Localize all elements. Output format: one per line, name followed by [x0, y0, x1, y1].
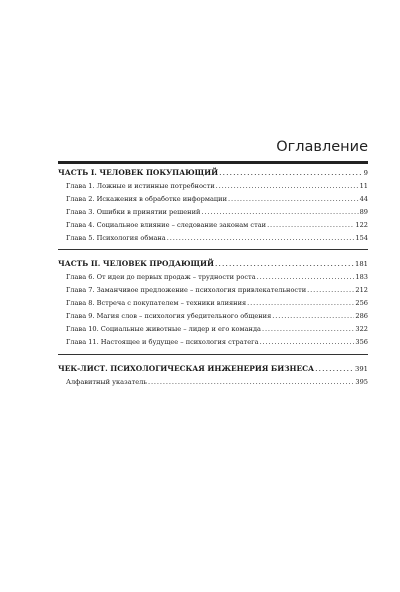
toc-page-number: 181 — [355, 260, 368, 268]
toc-chapter-label: Глава 10. Социальные животные – лидер и его команда — [66, 325, 261, 333]
toc-page-number: 183 — [355, 273, 368, 281]
toc-chapter-label: Алфавитный указатель — [66, 378, 147, 386]
toc-chapter-9[interactable] — [58, 312, 368, 320]
toc-leader — [219, 168, 363, 177]
toc-chapter-8[interactable] — [58, 299, 368, 307]
toc-leader — [247, 299, 354, 307]
section-divider — [58, 354, 368, 355]
toc-page-number: 391 — [355, 365, 368, 373]
toc-leader — [262, 325, 354, 333]
toc-chapter-label: Глава 7. Заманчивое предложение – психология привлекательности — [66, 286, 307, 294]
toc-part-label: ЧАСТЬ I. ЧЕЛОВЕК ПОКУПАЮЩИЙ — [58, 168, 219, 177]
toc-leader — [307, 286, 354, 294]
toc-leader — [216, 182, 359, 190]
toc-page-number: 256 — [355, 299, 368, 307]
toc-chapter-label: Глава 3. Ошибки в принятии решений — [66, 208, 201, 216]
toc-chapter-2[interactable] — [58, 195, 368, 203]
toc-chapter-label: Глава 1. Ложные и истинные потребности — [66, 182, 215, 190]
toc-page-number: 11 — [359, 182, 368, 190]
toc-chapter-1[interactable] — [58, 182, 368, 190]
page-title: Оглавление — [276, 139, 368, 155]
toc-page-number: 122 — [355, 221, 368, 229]
section-divider — [58, 249, 368, 250]
toc-chapter-label: Глава 6. От идеи до первых продаж – трудности роста — [66, 273, 256, 281]
toc-page-number: 9 — [363, 169, 368, 177]
toc-chapter-5[interactable] — [58, 234, 368, 242]
toc-leader — [315, 364, 354, 373]
toc-page-number: 286 — [355, 312, 368, 320]
toc-leader — [267, 221, 354, 229]
toc-leader — [201, 208, 358, 216]
toc-part-label: ЧЕК-ЛИСТ. ПСИХОЛОГИЧЕСКАЯ ИНЖЕНЕРИЯ БИЗНЕСА — [58, 364, 315, 373]
toc-leader — [260, 338, 355, 346]
toc-chapter-label: Глава 11. Настоящее и будущее – психология стратега — [66, 338, 259, 346]
toc-chapter-7[interactable] — [58, 286, 368, 294]
toc-chapter-label: Глава 5. Психология обмана — [66, 234, 166, 242]
toc-chapter-3[interactable] — [58, 208, 368, 216]
toc-page-number: 356 — [355, 338, 368, 346]
toc-chapter-label: Глава 9. Магия слов – психология убедительного общения — [66, 312, 272, 320]
toc-index[interactable] — [58, 378, 368, 386]
toc-page-number: 395 — [355, 378, 368, 386]
toc-part-2[interactable] — [58, 259, 368, 268]
toc-chapter-label: Глава 8. Встреча с покупателем – техники влияния — [66, 299, 247, 307]
toc-chapter-label: Глава 2. Искажения в обработке информации — [66, 195, 227, 203]
toc-chapter-11[interactable] — [58, 338, 368, 346]
toc-leader — [215, 259, 354, 268]
top-rule — [58, 161, 368, 164]
toc-checklist[interactable] — [58, 364, 368, 373]
toc-leader — [272, 312, 354, 320]
toc-page-number: 154 — [355, 234, 368, 242]
toc-page-number: 212 — [355, 286, 368, 294]
toc-leader — [167, 234, 355, 242]
toc-part-1[interactable] — [58, 168, 368, 177]
toc-chapter-4[interactable] — [58, 221, 368, 229]
toc-leader — [257, 273, 355, 281]
toc-chapter-10[interactable] — [58, 325, 368, 333]
toc-leader — [228, 195, 359, 203]
toc-page-number: 89 — [359, 208, 368, 216]
toc-part-label: ЧАСТЬ II. ЧЕЛОВЕК ПРОДАЮЩИЙ — [58, 259, 215, 268]
toc-page-number: 44 — [359, 195, 368, 203]
toc-page-number: 322 — [355, 325, 368, 333]
toc-chapter-label: Глава 4. Социальное влияние – следование законам стаи — [66, 221, 267, 229]
toc-leader — [148, 378, 354, 386]
toc-chapter-6[interactable] — [58, 273, 368, 281]
